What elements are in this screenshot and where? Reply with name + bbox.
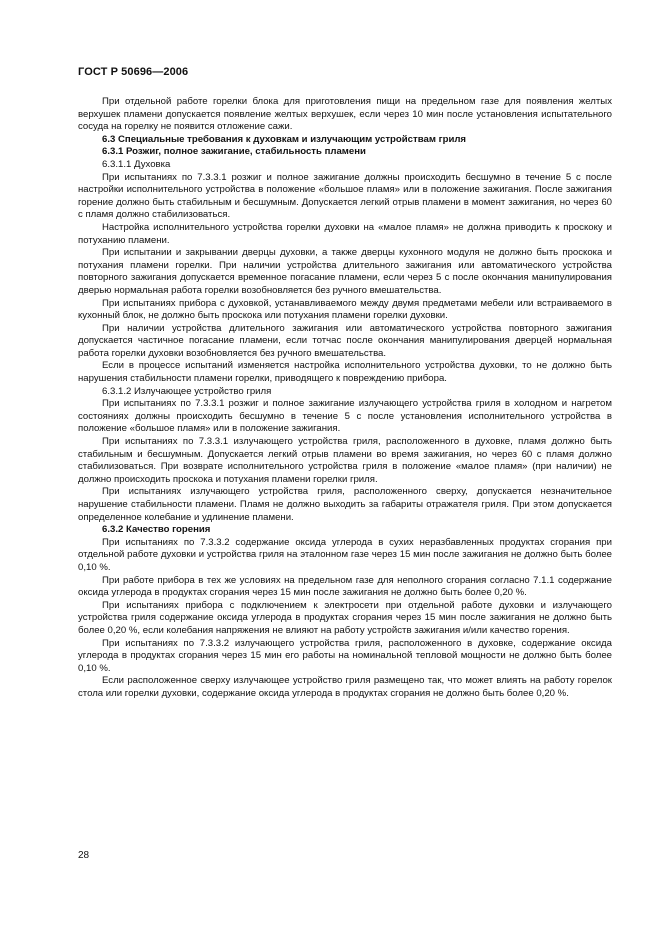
paragraph: При испытаниях излучающего устройства гриля, расположенного сверху, допускается незначительное нарушение стабильности пламени. Пламя не должно выходить за габариты отражателя гриля. При этом допускается определенное колебание и удлинение пламени. <box>78 486 612 523</box>
paragraph: При работе прибора в тех же условиях на предельном газе для неполного сгорания согласно 7.1.1 содержание оксида углерода в продуктах сгорания через 15 мин после зажигания не должно быть более 0,20 %. <box>78 574 612 599</box>
paragraph: При испытаниях по 7.3.3.1 розжиг и полное зажигание излучающего устройства гриля в холодном и нагретом состояниях должны происходить бесшумно в течение 5 с после установления исполнительного устройства в положение «большое пламя» или в положение зажигания. <box>78 398 612 435</box>
paragraph: При испытаниях по 7.3.3.2 излучающего устройства гриля, расположенного в духовке, содержание оксида углерода в продуктах сгорания через 15 мин его работы на номинальной тепловой мощности не должно быть более 0,10 %. <box>78 637 612 674</box>
clause-heading: 6.3.1.2 Излучающее устройство гриля <box>102 385 272 397</box>
document-header: ГОСТ Р 50696—2006 <box>78 66 189 78</box>
paragraph: Если расположенное сверху излучающее устройство гриля размещено так, что может влиять на работу горелок стола или горелки духовки, содержание оксида углерода в продуктах сгорания не должно быть более 0,20 %. <box>78 675 612 699</box>
paragraph: При испытаниях по 7.3.3.1 розжиг и полное зажигание должны происходить бесшумно в течение 5 с после настройки исполнительного устройства в положение «большое пламя» или в положение зажигания. После зажигания горение должно быть стабильным и бесшумным. Допускается легкий отрыв пламени в момент зажигания, но через 60 с пламя должно стабилизоваться. <box>78 171 612 221</box>
page-number: 28 <box>78 850 90 861</box>
paragraph: При испытаниях прибора с духовкой, устанавливаемого между двумя предметами мебели или встраиваемого в кухонный блок, не должно быть проскока или потухания пламени горелки духовки. <box>78 297 612 322</box>
clause-heading: 6.3.1.1 Духовка <box>102 158 171 170</box>
paragraph: При испытаниях по 7.3.3.2 содержание оксида углерода в сухих неразбавленных продуктах сгорания при отдельной работе духовки и устройства гриля на эталонном газе через 15 мин после зажигания не должно быть более 0,10 %. <box>78 536 612 573</box>
subsection-heading: 6.3.2 Качество горения <box>102 524 211 536</box>
subsection-heading: 6.3.1 Розжиг, полное зажигание, стабильность пламени <box>102 146 366 158</box>
paragraph: Если в процессе испытаний изменяется настройка исполнительного устройства духовки, то не должно быть нарушения стабильности пламени горелки, приводящего к повреждению прибора. <box>78 360 612 385</box>
paragraph: При наличии устройства длительного зажигания или автоматического устройства повторного зажигания допускается частичное погасание пламени, если тотчас после окончания манипулирования дверцей нормальная работа горелки духовки возобновляется без ручного вмешательства. <box>78 322 612 359</box>
paragraph: При испытаниях прибора с подключением к электросети при отдельной работе духовки и излучающего устройства гриля содержание оксида углерода в продуктах сгорания через 15 мин после зажигания не должно быть более 0,20 %, если колебания напряжения не влияют на работу устройств зажигания и/или качество горения. <box>78 599 612 636</box>
paragraph: При отдельной работе горелки блока для приготовления пищи на предельном газе для появления желтых верхушек пламени допускается появление желтых верхушек, если через 10 мин после установления испытательного сосуда на горелку не появится отложение сажи. <box>78 96 612 133</box>
paragraph: Настройка исполнительного устройства горелки духовки на «малое пламя» не должна приводить к проскоку и потуханию пламени. <box>78 221 612 246</box>
paragraph: При испытании и закрывании дверцы духовки, а также дверцы кухонного модуля не должно быть проскока и потухания пламени горелки. При наличии устройства длительного зажигания или автоматического устройства повторного зажигания допускается временное погасание пламени, если через 5 с после окончания манипулирования дверью нормальная работа горелки возобновляется без ручного вмешательства. <box>78 247 612 296</box>
paragraph: При испытаниях по 7.3.3.1 излучающего устройства гриля, расположенного в духовке, пламя должно быть стабильным и бесшумным. Допускается легкий отрыв пламени во время зажигания, но через 60 с пламя должно стабилизоваться. При возврате исполнительного устройства гриля в положение «малое пламя» (при наличии) не должно происходить проскока и потухания пламени горелки гриля. <box>78 436 612 485</box>
document-body <box>78 96 612 701</box>
section-heading: 6.3 Специальные требования к духовкам и излучающим устройствам гриля <box>102 133 467 145</box>
